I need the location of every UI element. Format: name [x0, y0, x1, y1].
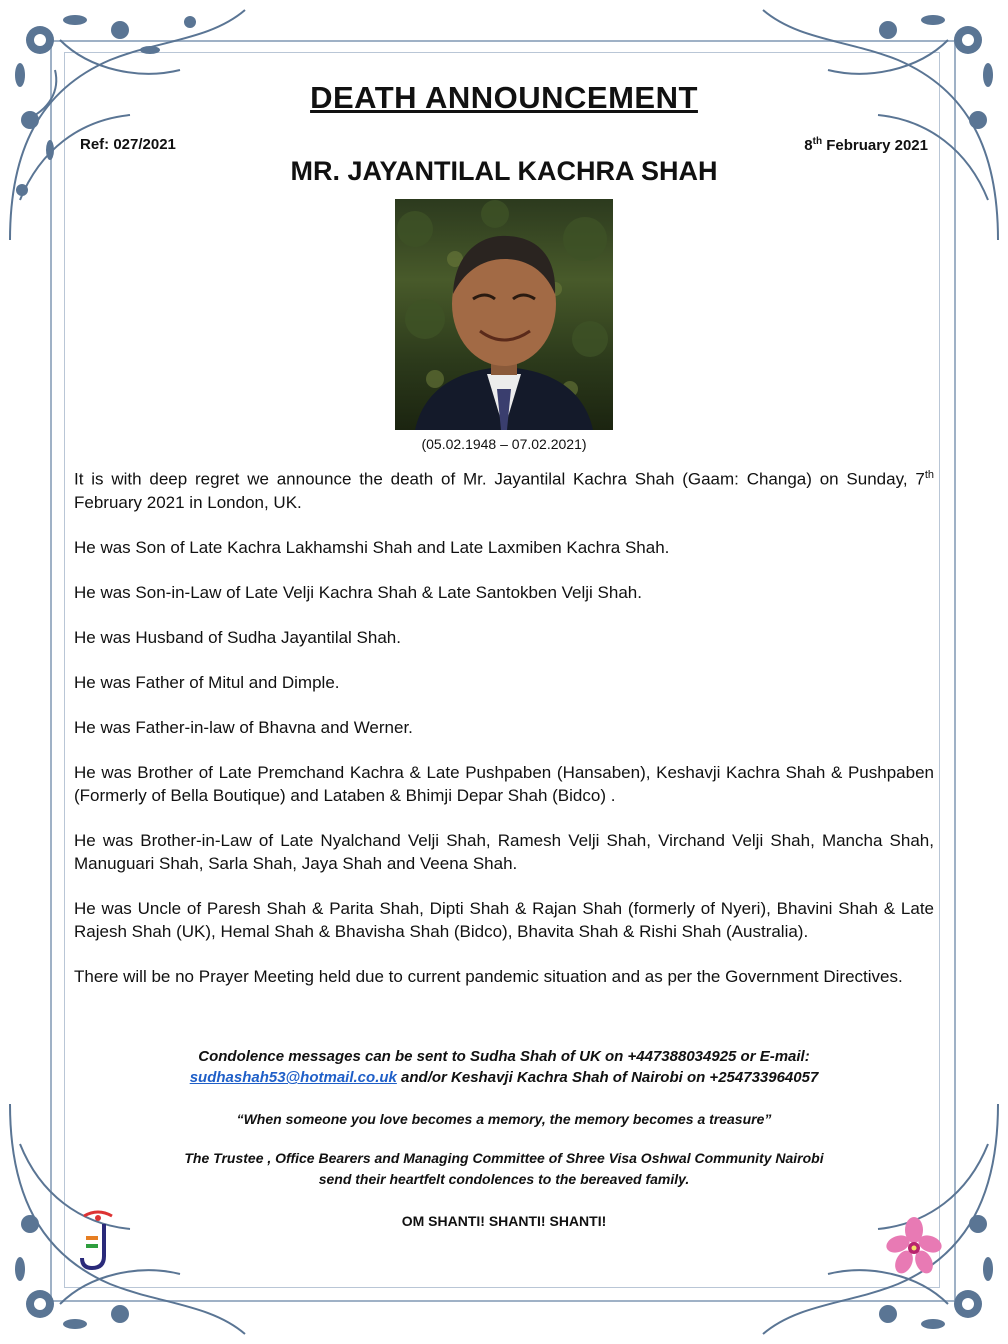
orchid-flower-icon — [886, 1216, 942, 1276]
paragraph-uncle: He was Uncle of Paresh Shah & Parita Shah, Dipti Shah & Rajan Shah (formerly of Nyeri), Bhavini Shah & Late Rajesh Shah (UK), Hemal Shah & Bhavisha Shah (Bidco), Bhavita Shah & Rishi Shah (Australia). — [74, 898, 934, 941]
paragraph-son: He was Son of Late Kachra Lakhamshi Shah and Late Laxmiben Kachra Shah. — [74, 537, 670, 557]
lifespan-caption: (05.02.1948 – 07.02.2021) — [421, 436, 587, 452]
community-logo-icon — [78, 1208, 118, 1272]
paragraph-brother-in-law: He was Brother-in-Law of Late Nyalchand Velji Shah, Ramesh Velji Shah, Virchand Velji Shah, Mancha Shah, Manuguari Shah, Sarla Shah, Jaya Shah and Veena Shah. — [74, 830, 934, 873]
paragraph-husband: He was Husband of Sudha Jayantilal Shah. — [74, 627, 401, 647]
reference-number: Ref: 027/2021 — [80, 136, 176, 153]
condolence-line-1: Condolence messages can be sent to Sudha Shah of UK on +447388034925 or E-mail: — [198, 1048, 810, 1065]
floral-corner-ornament-icon — [0, 0, 250, 250]
memorial-quote: “When someone you love becomes a memory, the memory becomes a treasure” — [236, 1111, 772, 1127]
condolence-info — [0, 1046, 1008, 1088]
closing-text: OM SHANTI! SHANTI! SHANTI! — [401, 1213, 607, 1229]
intro-lead: It is with deep regret we announce the death of — [74, 469, 463, 489]
email-link[interactable]: sudhashah53@hotmail.co.uk — [189, 1069, 397, 1086]
paragraph-father-in-law: He was Father-in-law of Bhavna and Werner. — [74, 717, 413, 737]
date-rest: February 2021 — [822, 137, 928, 154]
page-title: DEATH ANNOUNCEMENT — [310, 80, 698, 115]
portrait-photo — [395, 199, 613, 430]
trustee-line-1: The Trustee , Office Bearers and Managing Committee of Shree Visa Oshwal Community Nairobi — [184, 1150, 824, 1166]
paragraph-prayer-meeting: There will be no Prayer Meeting held due to current pandemic situation and as per the Government Directives. — [74, 966, 903, 986]
paragraph-father: He was Father of Mitul and Dimple. — [74, 672, 340, 692]
paragraph-son-in-law: He was Son-in-Law of Late Velji Kachra Shah & Late Santokben Velji Shah. — [74, 582, 642, 602]
announcement-date — [804, 136, 928, 154]
deceased-name: MR. JAYANTILAL KACHRA SHAH — [290, 156, 718, 186]
intro-paragraph — [74, 464, 934, 514]
date-day: 8 — [804, 137, 813, 154]
condolence-line-2: and/or Keshavji Kachra Shah of Nairobi on +254733964057 — [396, 1069, 819, 1086]
intro-sup: th — [924, 469, 934, 481]
paragraph-brother: He was Brother of Late Premchand Kachra & Late Pushpaben (Hansaben), Keshavji Kachra Shah & Pushpaben (Formerly of Bella Boutique) and Lataben & Bhimji Depar Shah (Bidco) . — [74, 762, 934, 805]
intro-text: Mr. Jayantilal Kachra Shah (Gaam: Changa) on Sunday, 7 — [462, 469, 925, 489]
date-suffix: th — [812, 136, 823, 147]
trustee-line-2: send their heartfelt condolences to the bereaved family. — [318, 1171, 690, 1187]
intro-tail: February 2021 in London, UK. — [74, 492, 302, 512]
announcement-body — [74, 464, 934, 1010]
floral-corner-ornament-icon — [758, 0, 1008, 250]
trustee-message — [0, 1148, 1008, 1190]
